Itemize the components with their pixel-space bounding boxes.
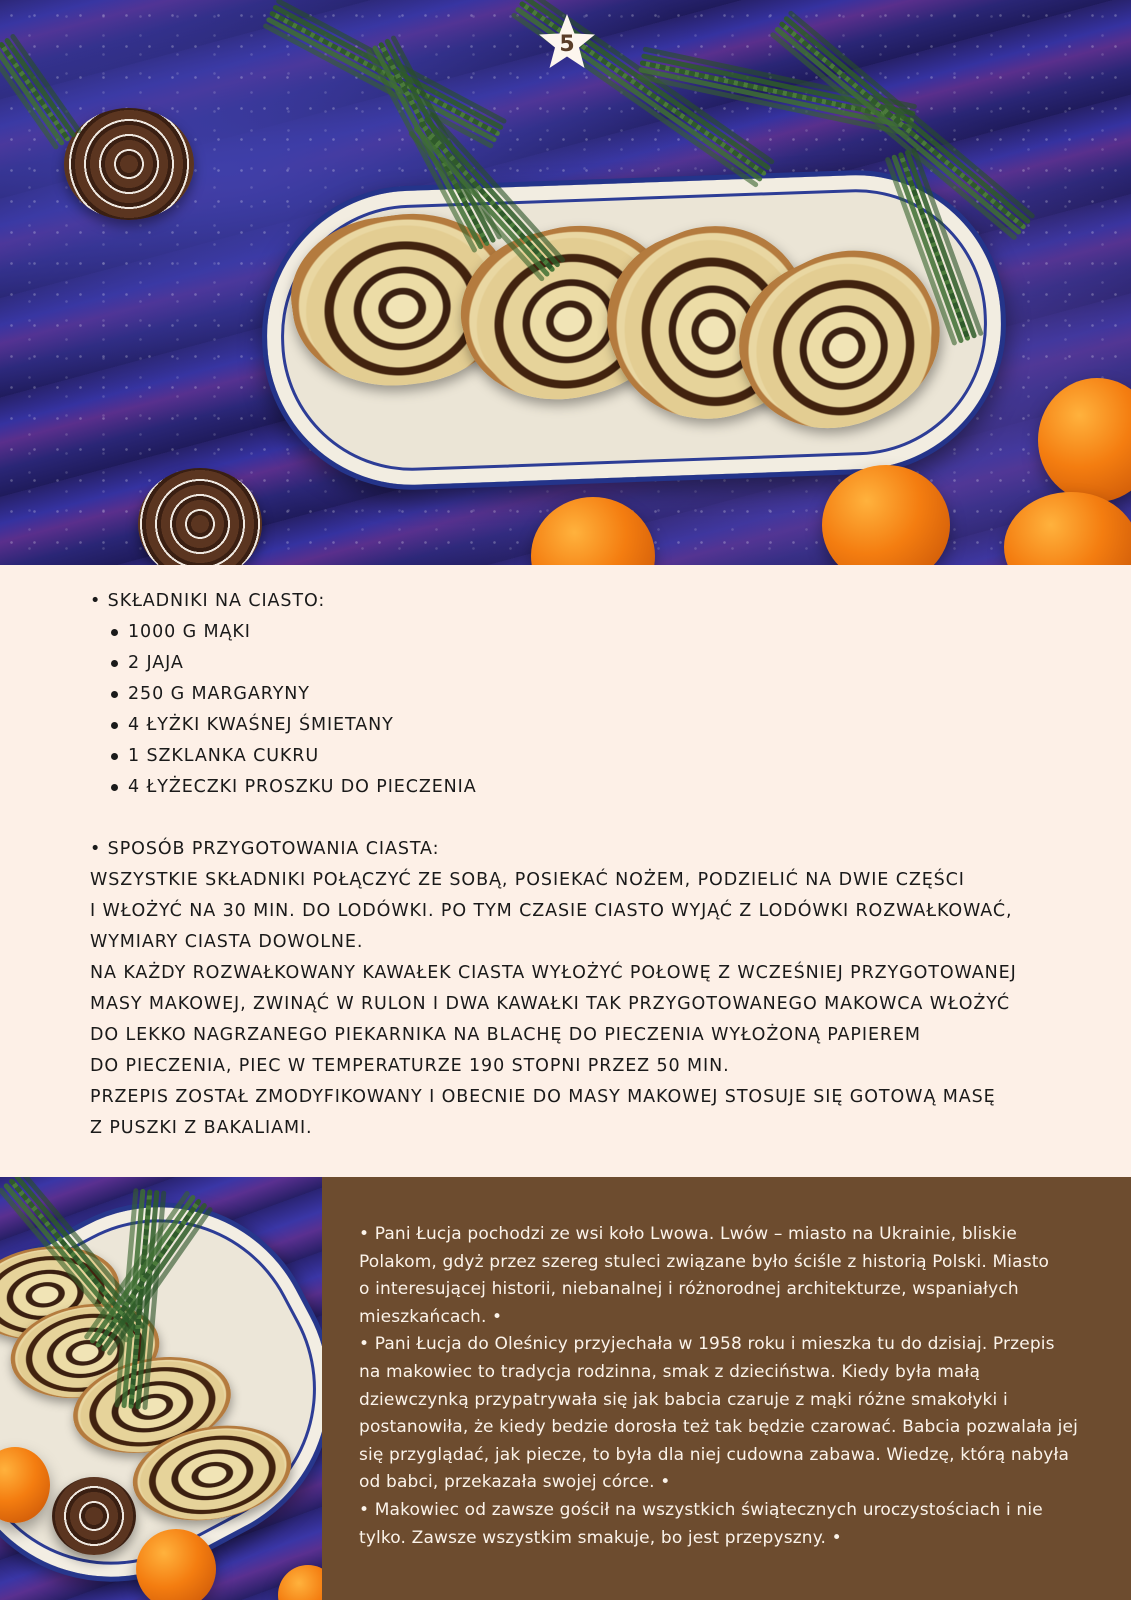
pine-cone: [52, 1477, 136, 1555]
method-heading: • SPOSÓB PRZYGOTOWANIA CIASTA:: [90, 839, 440, 859]
story-line: mieszkańcach. •: [359, 1306, 503, 1327]
mandarin: [136, 1529, 216, 1600]
pine-cone: [64, 108, 194, 220]
story-line: od babci, przekazała swojej córce. •: [359, 1472, 671, 1493]
makowiec-photo-small: [0, 1177, 322, 1600]
method-line: DO PIECZENIA, PIEC W TEMPERATURZE 190 STOPNI PRZEZ 50 MIN.: [90, 1056, 730, 1076]
story-line: Polakom, gdyż przez szereg stuleci związane było ściśle z historią Polski. Miasto: [359, 1251, 1050, 1272]
ingredients-heading: • SKŁADNIKI NA CIASTO:: [90, 591, 326, 611]
page-number-badge: [536, 12, 598, 72]
method-line: NA KAŻDY ROZWAŁKOWANY KAWAŁEK CIASTA WYŁOŻYĆ POŁOWĘ Z WCZEŚNIEJ PRZYGOTOWANEJ: [90, 963, 1017, 983]
ingredient-item: 1 SZKLANKA CUKRU: [128, 741, 1090, 772]
ingredient-item: 250 G MARGARYNY: [128, 679, 1090, 710]
ingredient-item: 2 JAJA: [128, 648, 1090, 679]
page-number: 5: [559, 31, 575, 57]
method-line: WYMIARY CIASTA DOWOLNE.: [90, 932, 364, 952]
recipe-section: [90, 586, 1090, 1144]
spacer: [90, 803, 1090, 834]
story-line: dziewczynką przypatrywała się jak babcia czaruje z mąki różne smakołyki i: [359, 1389, 1008, 1410]
story-line: tylko. Zawsze wszystkim smakuje, bo jest przepyszny. •: [359, 1527, 842, 1548]
ingredient-item: 4 ŁYŻECZKI PROSZKU DO PIECZENIA: [128, 772, 1090, 803]
method-line: MASY MAKOWEJ, ZWINĄĆ W RULON I DWA KAWAŁKI TAK PRZYGOTOWANEGO MAKOWCA WŁOŻYĆ: [90, 994, 1011, 1014]
method-line: I WŁOŻYĆ NA 30 MIN. DO LODÓWKI. PO TYM CZASIE CIASTO WYJĄĆ Z LODÓWKI ROZWAŁKOWAĆ,: [90, 901, 1013, 921]
method-line: DO LEKKO NAGRZANEGO PIEKARNIKA NA BLACHĘ DO PIECZENIA WYŁOŻONĄ PAPIEREM: [90, 1025, 921, 1045]
story-line: na makowiec to tradycja rodzinna, smak z dzieciństwa. Kiedy była małą: [359, 1361, 981, 1382]
ingredient-item: 4 ŁYŻKI KWAŚNEJ ŚMIETANY: [128, 710, 1090, 741]
story-line: • Makowiec od zawsze gościł na wszystkich świątecznych uroczystościach i nie: [359, 1499, 1043, 1520]
story-line: • Pani Łucja pochodzi ze wsi koło Lwowa. Lwów – miasto na Ukrainie, bliskie: [359, 1224, 1018, 1244]
ingredient-item: 1000 G MĄKI: [128, 617, 1090, 648]
mandarin: [278, 1565, 322, 1600]
story-line: postanowiła, że kiedy bedzie dorosła też tak będzie czarować. Babcia pozwalała jej: [359, 1417, 1079, 1438]
story-line: się przyglądać, jak piecze, to była dla niej cudowna zabawa. Wiedzę, którą nabyła: [359, 1444, 1070, 1465]
method-line: PRZEPIS ZOSTAŁ ZMODYFIKOWANY I OBECNIE DO MASY MAKOWEJ STOSUJE SIĘ GOTOWĄ MASĘ: [90, 1087, 996, 1107]
story-line: • Pani Łucja do Oleśnicy przyjechała w 1958 roku i mieszka tu do dzisiaj. Przepis: [359, 1334, 1055, 1355]
ingredients-list: [90, 617, 1090, 803]
story-panel: [322, 1177, 1131, 1600]
makowiec-photo: [0, 0, 1131, 565]
story-line: o interesującej historii, niebanalnej i różnorodnej architekturze, wspaniałych: [359, 1279, 1019, 1300]
method-line: Z PUSZKI Z BAKALIAMI.: [90, 1118, 313, 1138]
method-line: WSZYSTKIE SKŁADNIKI POŁĄCZYĆ ZE SOBĄ, POSIEKAĆ NOŻEM, PODZIELIĆ NA DWIE CZĘŚCI: [90, 870, 965, 890]
